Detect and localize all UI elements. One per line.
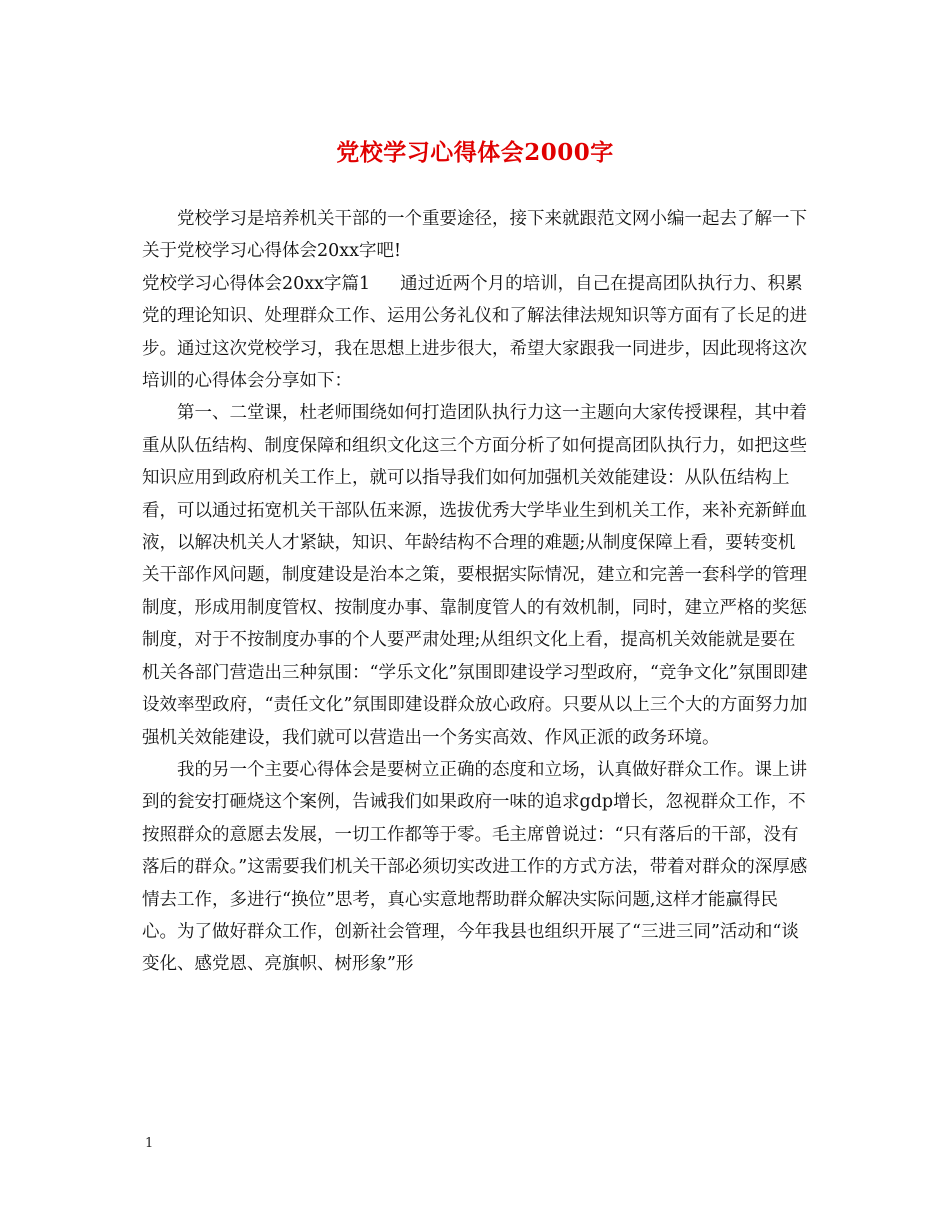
body-paragraph-3: 我的另一个主要心得体会是要树立正确的态度和立场，认真做好群众工作。课上讲到的瓮安打砸烧这个案例，告诫我们如果政府一味的追求gdp增长，忽视群众工作，不按照群众的意愿去发展，一切工作都等于零。毛主席曾说过：“只有落后的干部，没有落后的群众。”这需要我们机关干部必须切实改进工作的方式方法，带着对群众的深厚感情去工作，多进行“换位”思考，真心实意地帮助群众解决实际问题,这样才能赢得民心。为了做好群众工作，创新社会管理，今年我县也组织开展了“三进三同”活动和“谈变化、感党恩、亮旗帜、树形象”形 xyxy=(142,759,808,975)
document-body xyxy=(142,203,812,981)
section-paragraph xyxy=(142,268,812,398)
section-first-text: 通过近两个月的培训，自己在提高团队执行力、积累党的理论知识、处理群众工作、运用公务礼仪和了解法律法规知识等方面有了长足的进步。通过这次党校学习，我在思想上进步很大，希望大家跟我一同进步，因此现将这次培训的心得体会分享如下： xyxy=(142,273,807,392)
intro-paragraph: 党校学习是培养机关干部的一个重要途径，接下来就跟范文网小编一起去了解一下关于党校学习心得体会20xx字吧! xyxy=(142,209,807,262)
section-heading: 党校学习心得体会20xx字篇1 xyxy=(142,273,371,294)
page-number: 1 xyxy=(145,1136,154,1151)
document-title: 党校学习心得体会2000字 xyxy=(336,139,614,166)
body-paragraph-2: 第一、二堂课，杜老师围绕如何打造团队执行力这一主题向大家传授课程，其中着重从队伍结构、制度保障和组织文化这三个方面分析了如何提高团队执行力，如把这些知识应用到政府机关工作上，就可以指导我们如何加强机关效能建设：从队伍结构上看，可以通过拓宽机关干部队伍来源，选拔优秀大学毕业生到机关工作，来补充新鲜血液，以解决机关人才紧缺，知识、年龄结构不合理的难题;从制度保障上看，要转变机关干部作风问题，制度建设是治本之策，要根据实际情况，建立和完善一套科学的管理制度，形成用制度管权、按制度办事、靠制度管人的有效机制，同时，建立严格的奖惩制度，对于不按制度办事的个人要严肃处理;从组织文化上看，提高机关效能就是要在机关各部门营造出三种氛围：“学乐文化”氛围即建设学习型政府，“竞争文化”氛围即建设效率型政府，“责任文化”氛围即建设群众放心政府。只要从以上三个大的方面努力加强机关效能建设，我们就可以营造出一个务实高效、作风正派的政务环境。 xyxy=(142,403,808,748)
